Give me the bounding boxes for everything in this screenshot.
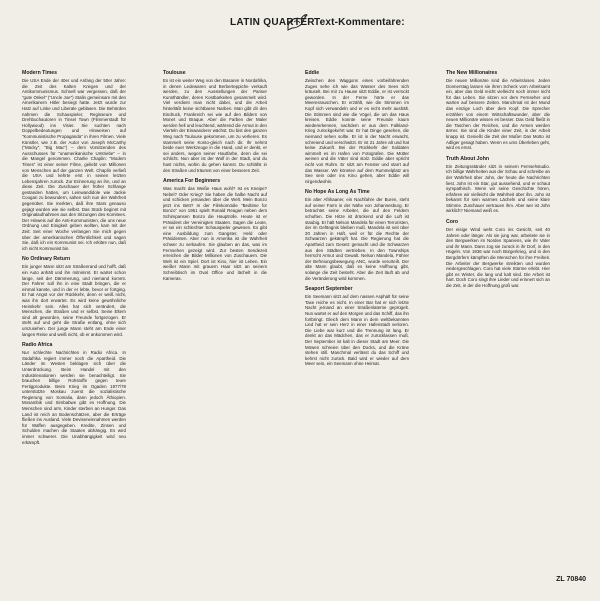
song-commentary	[163, 70, 267, 173]
text-column-1	[22, 70, 126, 570]
song-commentary	[446, 156, 550, 214]
song-commentary	[22, 70, 126, 251]
song-title: Modern Times	[22, 70, 58, 76]
song-commentary-text: Nur schlechte Nachrichten in Radio Africa. In Südafrika regiert immer noch die Apartheid. Die Länder im Westen beklagen sich über die Unterdrückung. Beim Handel mit den Industrienationen werden sie benachteiligt. Sie brauchen billige Rohstoffe gegen teure Fertigprodukte. Beim Krieg im Ogaden 1977/78 unterstützte Moskau zuerst die sozialistische Regierung von Somalia, dann jedoch Äthiopien. Mosambik und Simbabwe gibt es Hoffnung. Die Menschen sind arm, Kinder sterben an Hunger. Das Land ist reich an Bodenschätzen, aber die Erträge fließen ins Ausland. Viele Deviseneinnahmen werden für Waffen ausgegeben. Kredite, Zinsen und Schulden machen die Staaten abhängig. Es wird immer schwerer. Die Unabhängigkeit wird neu erkämpft.	[22, 350, 126, 445]
song-commentary-text: Was macht das Weiße Haus wohl? Ist es Kneipe? Nebel? Oder Krieg? Sie haben die halbe Nacht auf und schicken jemanden über die Welt. Mein Bonzo jetzt ins Bett? In der Filmkomödie "Bedtime for Bonzo" von 1951 spielt Ronald Reagan neben dem Schimpansen Bonzo die Hauptrolle. Heute ist er Präsident der Vereinigten Staaten. Sagen die Leute, er sei ein schlechter Schauspieler gewesen. Es gibt eine Ausbildung zum Gangster, Held oder Präsidenten. Aber nun in Amerika ist die Wahrheit schwer zu verkaufen. Sie glauben an das, was im Fernsehen gezeigt wird. Zur besten Sendezeit erreichen die Bilder Millionen von Zuschauern. Die Welt ist ein Spiel. Dort ist Kino, hier ist Leben. Ein weißer Mann mit grauem Haar sitzt an seinem Schreibtisch im Oval Office und lächelt in die Kameras.	[163, 186, 267, 281]
text-column-4	[446, 70, 550, 540]
song-commentary	[163, 178, 267, 281]
song-commentary	[305, 286, 409, 367]
song-title: Seaport September	[305, 286, 353, 293]
band-name: LATIN QUARTER	[230, 17, 315, 28]
song-commentary	[305, 189, 409, 281]
catalog-number: ZL 70840	[556, 576, 586, 583]
text-column-2	[163, 70, 267, 570]
song-commentary-text: Ein Zeitungsständer sitzt in seinem Fernsehstudio. Ich billige Wahrheiten aus der Schau und schreibe an der Wahrheit über John, der heute die Nachrichten liest. John ist ein Star, gut aussehend, und er schaut sympathisch. Wenn wir seine Geschichte hören, erfahren wir vielleicht die Wahrheit über ihn. John ist bekannt für sein warmes Lächeln und seine klare Stimme. Zuschauer vertrauen ihm. Aber wer ist John wirklich? Niemand weiß es.	[446, 163, 550, 214]
song-title: America For Beginners	[163, 178, 221, 185]
song-commentary-text: Der eisige Wind weht Coro ins Gesicht, seit 40 Jahren oder länger. Als sie jung war, arbeitete sie in den Bergwerken im Norden Spaniens, wie ihr Vater und ihr Mann. Dann zog sie zurück in ihr Dorf, in den Hügeln. Von 1936 war noch Bürgerkrieg, und in den Bergdörfern kämpften die Menschen für ihre Freiheit. Die Arbeiter der Bergwerke streikten und wurden niedergeschlagen. Coro hat viele Stürme erlebt. Hier gibt es Winter, die lang und kalt sind. Die Arbeit ist hart. Doch Coro singt ihre Lieder und erinnert sich an die Zeit, in der die Hoffnung groß war.	[446, 227, 550, 288]
song-commentary	[305, 70, 409, 184]
song-title: The New Millionaires	[446, 70, 498, 76]
bird-logo-icon	[285, 10, 309, 32]
song-title: Truth About John	[446, 155, 490, 162]
song-title: Toulouse	[163, 70, 186, 76]
song-commentary	[446, 70, 550, 151]
header	[0, 8, 600, 34]
song-commentary-text: Die neuen Millionäre sind die Arbeitslosen. Jeden Donnerstag lassen sie ihren Scheck vom Arbeitsamt ein, aber das Geld reicht vielleicht noch immer nicht für das Leben. Sie sitzen vor dem Fernseher und warten auf bessere Zeiten. Manchmal ist der Mund das einzige Loch über dem Kopf. Die Sprecher erzählen von einem Wirtschaftswunder, aber die neuen Millionäre wissen es besser. Das Geld fließt in die Taschen der Reichen, und die Armen werden ärmer. Sie sind die Kinder einer Zeit, in der Arbeit knapp ist. Genießt die Zeit der Muße! Das Motto ist Adliger gesagt haben. Wenn es ums Überleben geht, wird es ernst.	[446, 78, 550, 151]
song-commentary-text: Ein junger Mann sitzt am Straßenrand und hofft, daß ein Auto anhält und ihn mitnimmt. Er wartet schon lange, seit der Dämmerung, und niemand kommt. Der Fahrer soll ihn in eine Stadt bringen, die er einmal kannte, und in der er lebte, bevor er fortging. Er hat Angst vor der Rückkehr, denn er weiß nicht, was ihn dort erwartet. Es wird keine gewöhnliche Heimkehr sein. Alles hat sich verändert, die Menschen, die Straßen und er selbst. Seine Eltern sind alt geworden, seine Freunde fortgezogen. Er steht auf und geht die Straße entlang, ohne sich umzusehen. Der junge Mann steht am Ende einer langen Reise und weiß nicht, ob er ankommen wird.	[22, 264, 126, 337]
song-commentary	[22, 256, 126, 337]
song-commentary-text: Zwischen den Waggons eines vorbeifahrenden Zuges sehe ich wie das Wasser des Sees sich kräuselt. Bei mir zu Hause sitzt Eddie, er ist verrückt geworden. In der Ferne hörte er das Meeresrauschen. Er erzählt, wie die Stimmen im Kopf sich verwandeln und er es nicht mehr aushält. Die Stimmen sind wie die Vögel, die um das Haus kreisen. Eddie konnte seine Freunde kaum wiedererkennen, nachdem er aus dem Falkland-Krieg zurückgekehrt war. Er hat Dinge gesehen, die niemand sehen sollte. Er ist in der Nacht erwacht, schreiend und verschwitzt. Er ist 21 Jahre alt und hat keine Zukunft. Bei der Rückkehr der Soldaten wimmelt es im Hafen von Fotografen. Die Mütter weinen und die Väter sind stolz. Eddie aber spricht nicht von Ruhm. Er sitzt am Fenster und starrt auf das Wasser. Wir könnten auf dem Rummelplatz am See sein oder ins Kino gehen, aber Eddie will nirgendwohin.	[305, 78, 409, 184]
song-title: Coro	[446, 219, 459, 226]
song-commentary-text: Die USA Ende der 40er und Anfang der 50er Jahre: die Zeit des Kalten Krieges und der Antikommunismus. Schnell war vergessen, daß der "gute Onkel" ("Uncle Joe") Stalin gemeinsam mit den Amerikanern Hitler besiegt hatte. Jetzt wurde zur Hatz auf Linke und Liberale geblasen. Die Behörden nahmen die Schauspieler, Regisseure und Drehbuchautoren in Tinsel Town (Flimmerstadt für Hollywood) ins Visier. Sie suchten nach Doppelbedeutungen und Hinweisen auf "Kommunistische Propaganda" in ihren Filmen. Viele Künstler, wie z.B. der Autor von Joseph McCarthy ("Macky", "Big Mac") – dem Vorsitzenden des Ausschusses für "unamerikanische Umtriebe" – in die Mangel genommen. Charlie Chaplin: "Modern Times" ist einer seiner Filme, geliebt von Millionen von Menschen auf der ganzen Welt. Chaplin verließ die USA und kehrte erst in seinen letzten Lebensjahren zurück. Zur Erinnerung an ihn, und an diese Zeit. Die Zuschauer der früher Schlange gestanden hatten, um Leinwandidole wie Jackie Coogan zu bewundern, sahen sich nun der Wahrheit gegenüber. Sie merkten, daß ihre Stars genauso gejagt wurden wie sie selbst. Das Stück beginnt mit Originalaufnahmen aus den Sitzungen des Komitees. Der Hinweis auf die Anti-Kommunisten, die uns neue Ordnung und Einigkeit geben wollten, kam mit der Zeit: Seit einer Woche verlangen Sie mich gegen über der amerikanischen Öffentlichkeit und sagen Sie, daß ich ein Kommunist sei. Ich erkläre nun, daß ich nicht Kommunist bin.	[22, 78, 126, 251]
song-commentary	[22, 342, 126, 445]
song-commentary-text: Es ist ein weiter Weg von den Basaren in Nordafrika, in denen Ledewaren und Berberteppiche verkauft werden, zu den Ausstellungen der Pariser Kunsthändler, deren Kostbarkeiten gesammelt wird. Viel verdient man nicht dabei, und die Arbeit hinterläßt keine sichtbaren Narben. Man gibt dir den Eindruck, Frankreich sei wie auf den Bildern von Monet und Braque. Aber die Farben der Maler werden hell und leuchtend, während die Armut in den Vierteln der Einwanderer wächst. Du bist den ganzen Weg nach Toulouse gekommen, um zu verlieren. Es stammelt seine Konto-gleich nach dir. Ihr nehmt beide euer Werkzeuge in die Hand, und er denkt, er sei anders, wegen seiner Hautfarbe, denn die sei schlicht. Nun aber ist der Wolf in der Stadt, und du hast nichts, wohin du gehen kannst. Du schläfst in den Straßen und träumst von einer besseren Zeit.	[163, 78, 267, 173]
page-title: Text-Kommentare:	[314, 17, 405, 28]
song-commentary-text: Ein alter Afrikaaner, ein Nachfahre der Buren, steht auf seiner Farm in der Nähe von Johannesburg. Er betrachtet seine Arbeiter, die auf den Feldern schuften. Die Hitze ist drückend und die Luft ist staubig. Er hält Nelson Mandela für einen Terroristen, der im Gefängnis bleiben muß. Mandela ist seit über 20 Jahren in Haft, weil er für die Rechte der Schwarzen gekämpft hat. Die Regierung hat die Apartheid zum Gesetz gemacht und die Schwarzen aus den Städten vertrieben. In den Townships herrscht Armut und Gewalt. Nelson Mandela, Führer der Befreiungsbewegung ANC, wurde verurteilt. Der alte Mann glaubt, daß es keine Hoffnung gibt, solange die Zeit besteht. Aber die Zeit läuft ab und die Veränderung wird kommen.	[305, 197, 409, 281]
song-commentary	[446, 219, 550, 289]
song-title: No Hope As Long As Time	[305, 189, 370, 196]
song-title: No Ordinary Return	[22, 256, 71, 263]
song-title: Eddie	[305, 70, 320, 76]
text-column-3	[305, 70, 409, 570]
song-commentary-text: Ein Seemann sitzt auf dem nassen Asphalt für seine Taxe reiche es nicht. In einer Bar hat er sich letzte Nacht jemand an einer Straßenlaterne geprügelt. Nun wartet er auf den Morgen und das Schiff, das ihn fortbringt. Gleich dem Mann in dem weltbekannten Lied hat er sein Herz in einer Hafenstadt verloren. Die Liebe war kurz und die Trennung ist lang. Er denkt an das Mädchen, das er zurücklassen muß. Der September ist kalt in dieser Stadt am Meer. Die Möwen schreien über den Docks, und die Kräne stehen still. Manchmal verlässt du das Schiff und kehrst nicht zurück. Bald wird er wieder auf dem Meer sein, ein Seemann ohne Heimat.	[305, 294, 409, 367]
song-title: Radio Africa	[22, 342, 53, 349]
